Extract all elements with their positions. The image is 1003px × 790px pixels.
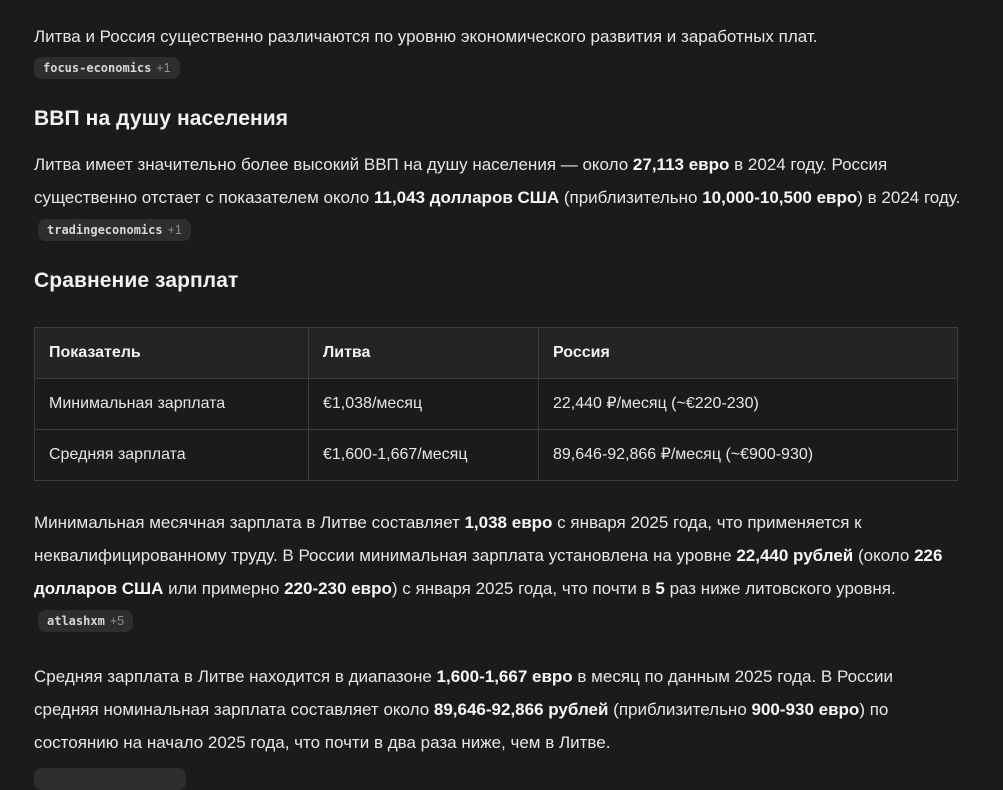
text-run: с января 2025 года, что применяется к неквалифицированному труду. В России минимальная зарплата установлена на уровне — [34, 513, 862, 565]
table-cell-avg-russia: 89,646-92,866 ₽/месяц (~€900-930) — [539, 430, 958, 481]
gdp-paragraph — [34, 148, 962, 247]
section-heading-gdp: ВВП на душу населения — [34, 107, 289, 130]
avg-salary-paragraph — [34, 660, 962, 759]
citation-source: atlashxm — [47, 614, 105, 628]
citation-source: focus-economics — [43, 61, 152, 75]
highlighted-value: 5 — [655, 579, 665, 598]
table-header-indicator: Показатель — [35, 328, 309, 379]
section-heading-salary: Сравнение зарплат — [34, 269, 239, 292]
text-run: Литва имеет значительно более высокий ВВП на душу населения — около — [34, 155, 633, 174]
text-run: ) по состоянию на начало 2025 года, что почти в два раза ниже, чем в Литве. — [34, 700, 889, 752]
highlighted-value: 226 долларов США — [34, 546, 943, 598]
text-run: ) с января 2025 года, что почти в — [391, 579, 656, 598]
intro-paragraph: Литва и Россия существенно различаются по уровню экономического развития и заработных плат. — [34, 27, 818, 46]
intro-citation-row — [34, 57, 962, 79]
highlighted-value: 22,440 рублей — [736, 546, 854, 565]
text-run: в 2024 году. Россия существенно отстает с показателем около — [34, 155, 888, 207]
citation-badge-cutoff[interactable] — [34, 768, 186, 790]
table-cell-avg-lithuania: €1,600-1,667/месяц — [309, 430, 539, 481]
text-run: (приблизительно — [608, 700, 752, 719]
text-run: в месяц по данным 2025 года. В России средняя номинальная зарплата составляет около — [34, 667, 894, 719]
citation-more-count: +1 — [156, 61, 171, 75]
table-row — [35, 379, 958, 430]
citation-more-count: +5 — [109, 614, 125, 628]
highlighted-value: 27,113 евро — [632, 155, 730, 174]
highlighted-value: 1,038 евро — [464, 513, 553, 532]
text-run: раз ниже литовского уровня. — [664, 579, 896, 598]
min-salary-paragraph — [34, 506, 962, 638]
table-header-row — [35, 328, 958, 379]
text-run: Минимальная месячная зарплата в Литве составляет — [34, 513, 465, 532]
text-run: ) в 2024 году. — [857, 188, 961, 207]
table-header-lithuania: Литва — [309, 328, 539, 379]
text-run: (около — [853, 546, 915, 565]
salary-comparison-table — [34, 327, 958, 481]
table-row — [35, 430, 958, 481]
highlighted-value: 220-230 евро — [284, 579, 392, 598]
citation-badge[interactable] — [38, 219, 191, 241]
table-cell-min-russia: 22,440 ₽/месяц (~€220-230) — [539, 379, 958, 430]
highlighted-value: 900-930 евро — [751, 700, 860, 719]
table-header-russia: Россия — [539, 328, 958, 379]
table-cell-min-lithuania: €1,038/месяц — [309, 379, 539, 430]
highlighted-value: 10,000-10,500 евро — [702, 188, 858, 207]
text-run: Средняя зарплата в Литве находится в диапазоне — [34, 667, 437, 686]
highlighted-value: 89,646-92,866 рублей — [433, 700, 609, 719]
citation-badge[interactable] — [34, 57, 180, 79]
highlighted-value: 11,043 долларов США — [373, 188, 560, 207]
highlighted-value: 1,600-1,667 евро — [436, 667, 573, 686]
table-cell-avg-label: Средняя зарплата — [35, 430, 309, 481]
text-run: или примерно — [163, 579, 285, 598]
table-cell-min-label: Минимальная зарплата — [35, 379, 309, 430]
citation-badge[interactable] — [38, 610, 133, 632]
citation-source: tradingeconomics — [47, 223, 163, 237]
citation-more-count: +1 — [167, 223, 182, 237]
text-run: (приблизительно — [559, 188, 703, 207]
